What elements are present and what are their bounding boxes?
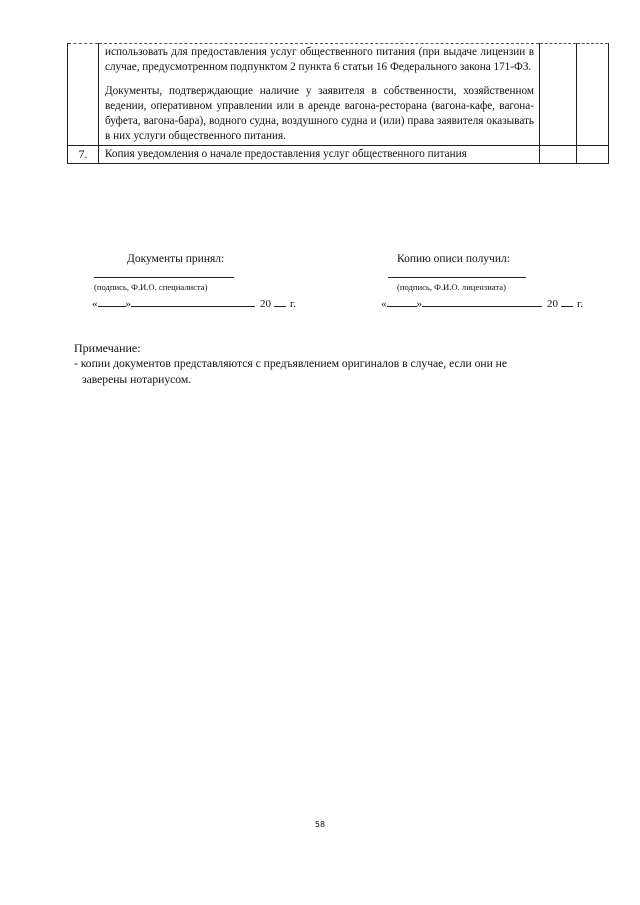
date-open-quote: « — [381, 298, 387, 310]
empty-cell — [540, 44, 577, 146]
day-blank — [98, 296, 126, 307]
note-line-1: - копии документов представляются с предъявлением оригиналов в случае, если они не — [74, 357, 508, 370]
documents-table — [67, 43, 609, 164]
page-number: 58 — [314, 820, 326, 829]
month-blank — [422, 296, 542, 307]
signature-caption-right: (подпись, Ф.И.О. лицензиата) — [397, 282, 506, 292]
year-blank — [561, 296, 573, 307]
row-7-text: Копия уведомления о начале предоставления услуг общественного питания — [105, 147, 467, 160]
year-suffix: г. — [290, 298, 297, 310]
row-paragraph-1: использовать для предоставления услуг общественного питания (при выдаче лицензии в случае, предусмотренном подпунктом 2 пункта 6 статьи 16 Федерального закона 171-ФЗ. — [105, 46, 534, 74]
note-line-2: заверены нотариусом. — [82, 373, 192, 386]
date-open-quote: « — [92, 298, 98, 310]
received-by-title: Копию описи получил: — [397, 253, 510, 265]
row-description-cell — [99, 145, 540, 163]
table-row-7 — [68, 145, 609, 163]
year-prefix: 20 — [260, 298, 271, 310]
empty-cell — [577, 145, 609, 163]
signature-line-left — [94, 277, 234, 278]
note-heading: Примечание: — [74, 341, 141, 355]
accepted-by-title: Документы принял: — [127, 253, 225, 265]
date-row-left — [92, 296, 296, 310]
date-close-quote: » — [125, 298, 131, 310]
date-close-quote: » — [416, 298, 422, 310]
date-row-right — [381, 296, 583, 310]
year-suffix: г. — [577, 298, 584, 310]
table-row-continued — [68, 44, 609, 146]
row-description-cell — [99, 44, 540, 146]
note-text — [74, 356, 574, 388]
row-number-cell — [68, 44, 99, 146]
row-paragraph-2: Документы, подтверждающие наличие у заявителя в собственности, хозяйственном ведении, оперативном управлении или в аренде вагона-ресторана (вагона-кафе, вагона-буфета, вагона-бара), водного судна, воздушного судна и (или) права заявителя оказывать в них услуги общественного питания. — [105, 84, 534, 143]
signature-line-right — [388, 277, 526, 278]
day-blank — [387, 296, 417, 307]
empty-cell — [577, 44, 609, 146]
year-blank — [274, 296, 286, 307]
empty-cell — [540, 145, 577, 163]
row-number-cell: 7. — [68, 145, 99, 163]
year-prefix: 20 — [547, 298, 558, 310]
month-blank — [131, 296, 255, 307]
signature-caption-left: (подпись, Ф.И.О. специалиста) — [94, 282, 208, 292]
